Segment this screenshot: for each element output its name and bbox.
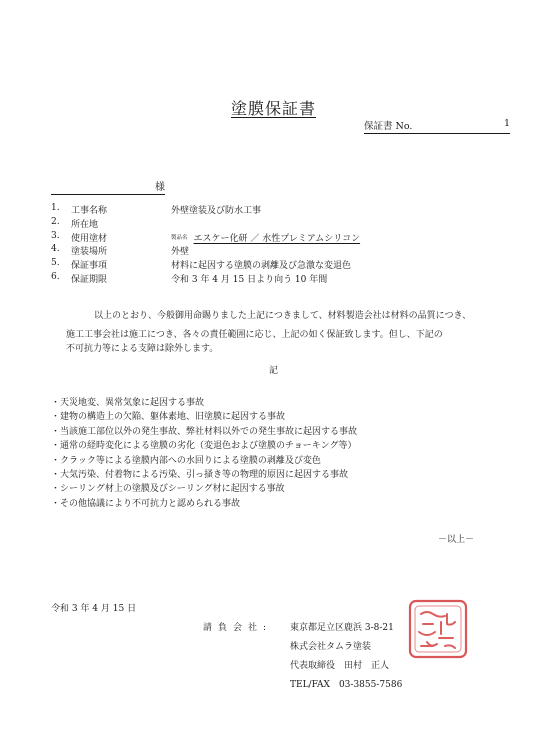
product-name: エスケー化研 ／ 水性プレミアムシリコン [193,233,361,244]
exclusion-item: ・天災地変、異常気象に起因する事故 [51,398,205,408]
contractor-label: 請負会社: [203,623,273,633]
item-label: 工事名称 [71,206,108,216]
item-number: 1. [51,203,60,213]
item-number: 6. [51,271,60,282]
addressee-suffix: 様 [155,182,165,193]
item-number: 3. [51,230,60,241]
item-label: 所在地 [71,219,99,230]
item-number: 2. [51,216,60,227]
exclusion-item: ・建物の構造上の欠陥、躯体素地、旧塗膜に起因する事故 [51,412,286,423]
item-value: 外壁塗装及び防水工事 [171,206,262,216]
exclusion-item: ・当該施工部位以外の発生事故、弊社材料以外での発生事故に起因する事故 [51,426,358,437]
paragraph-line: 以上のとおり、今般御用命賜りました上記につきまして、材料製造会社は材料の品質につき、 [94,311,472,321]
product-name-tag: 製品名 [171,234,188,241]
certificate-number [364,118,510,134]
item-value-product [171,231,360,244]
paragraph-line: 施工工事会社は施工につき、各々の責任範囲に応じ、上記の如く保証致します。但し、下記の [66,329,443,340]
exclusion-item: ・シーリング材上の塗膜及びシーリング材に起因する事故 [51,484,285,495]
contractor-address: 東京都足立区鹿浜 3-8-21 [290,623,394,633]
certificate-number-label: 保証書 No. [364,121,413,132]
exclusion-list [51,396,357,511]
contractor-tel: TEL/FAX 03-3855-7586 [290,680,403,690]
item-label: 使用塗材 [71,233,108,244]
contractor-company: 株式会社タムラ塗装 [290,642,372,652]
guarantee-paragraph [66,307,471,360]
item-label: 保証期限 [71,274,108,285]
issue-date: 令和 3 年 4 月 15 日 [51,604,137,614]
closing-mark: －以上－ [438,535,475,545]
exclusion-item: ・クラック等による塗膜内部への水回りによる塗膜の剥離及び変色 [51,455,321,466]
document-title: 塗膜保証書 [230,99,316,118]
item-value: 外壁 [171,247,190,258]
company-seal-icon [407,598,469,660]
exclusion-item: ・大気汚染、付着物による汚染、引っ掻き等の物理的原因に起因する事故 [51,470,349,481]
item-value: 材料に起因する塗膜の剥離及び急激な変退色 [171,261,352,272]
exclusion-item: ・通常の経時変化による塗膜の劣化（変退色および塗膜のチョーキング等） [51,441,357,452]
item-number: 5. [51,258,60,269]
item-label: 保証事項 [71,261,108,272]
addressee-line [51,178,165,195]
exclusion-item: ・その他協議により不可抗力と認められる事故 [51,498,241,509]
item-number: 4. [51,244,60,255]
certificate-number-value: 1 [503,118,510,129]
item-value: 令和 3 年 4 月 15 日より向う 10 年間 [171,274,328,285]
contractor-representative: 代表取締役 田村 正人 [290,661,390,671]
paragraph-line: 不可抗力等による支障は除外します。 [66,344,219,355]
item-label: 塗装場所 [71,247,108,258]
ki-heading: 記 [268,366,278,376]
